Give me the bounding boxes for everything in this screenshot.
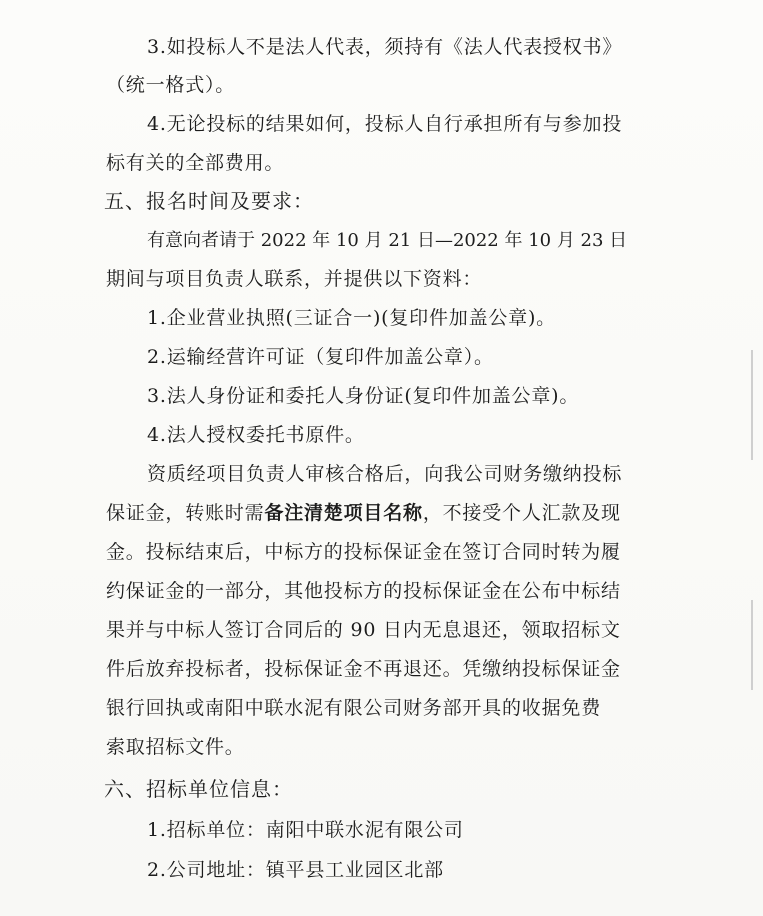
- section5-intro-line1: 有意向者请于 2022 年 10 月 21 日—2022 年 10 月 23 日: [147, 230, 628, 251]
- item4-line2: 标有关的全部费用。: [106, 152, 285, 174]
- emphasized-text: 备注清楚项目名称: [264, 502, 423, 524]
- item4-line1: 4.无论投标的结果如何，投标人自行承担所有与参加投: [147, 113, 623, 135]
- company-address-item: 2.公司地址：镇平县工业园区北部: [147, 859, 444, 881]
- requirement-item: 2.运输经营许可证（复印件加盖公章）。: [147, 346, 494, 368]
- scan-edge-mark: [751, 600, 753, 690]
- section6-heading: 六、招标单位信息：: [104, 777, 293, 801]
- deposit-para-line3: 金。投标结束后，中标方的投标保证金在签订合同时转为履: [106, 541, 621, 563]
- company-name-item: 1.招标单位：南阳中联水泥有限公司: [147, 819, 464, 841]
- requirement-item: 3.法人身份证和委托人身份证(复印件加盖公章)。: [147, 385, 580, 407]
- section5-heading: 五、报名时间及要求：: [104, 189, 314, 213]
- deposit-para-line2: 保证金，转账时需备注清楚项目名称，不接受个人汇款及现: [106, 502, 621, 524]
- item3-line2: （统一格式）。: [106, 74, 236, 96]
- item3-line1: 3.如投标人不是法人代表，须持有《法人代表授权书》: [147, 36, 623, 58]
- deposit-para-line7: 银行回执或南阳中联水泥有限公司财务部开具的收据免费: [106, 697, 602, 719]
- section5-intro-line2: 期间与项目负责人联系，并提供以下资料：: [106, 268, 483, 290]
- deposit-para-line1: 资质经项目负责人审核合格后，向我公司财务缴纳投标: [147, 463, 623, 485]
- scan-edge-mark: [751, 350, 753, 460]
- requirement-item: 4.法人授权委托书原件。: [147, 424, 365, 446]
- requirement-item: 1.企业营业执照(三证合一)(复印件加盖公章)。: [147, 307, 556, 329]
- deposit-para-line4: 约保证金的一部分，其他投标方的投标保证金在公布中标结: [106, 580, 621, 602]
- deposit-para-line5: 果并与中标人签订合同后的 90 日内无息退还，领取招标文: [106, 619, 621, 641]
- deposit-para-line6: 件后放弃投标者，投标保证金不再退还。凭缴纳投标保证金: [106, 658, 621, 680]
- deposit-para-line8: 索取招标文件。: [106, 736, 245, 758]
